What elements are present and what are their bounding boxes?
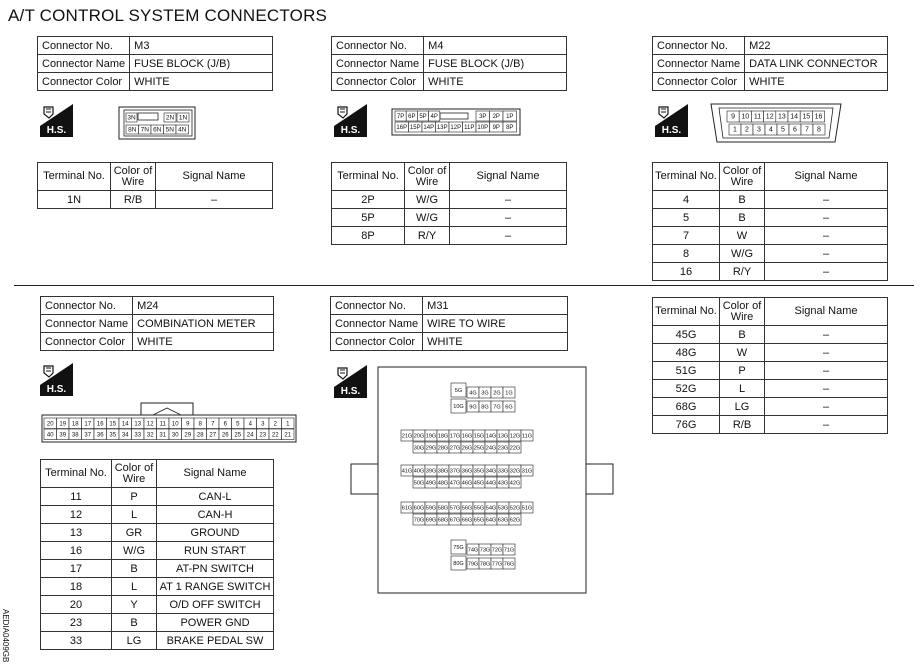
m22-connector-face bbox=[710, 103, 842, 143]
pin-label: 31G bbox=[521, 468, 533, 475]
pin-label: 76G bbox=[503, 561, 515, 568]
pin-label: 41G bbox=[401, 468, 413, 475]
m4-connector-name: FUSE BLOCK (J/B) bbox=[424, 55, 567, 73]
m4-terminal-table bbox=[331, 162, 567, 245]
pin-label: 29 bbox=[184, 432, 192, 439]
pin-label: 12 bbox=[765, 113, 774, 121]
pin-label: 14 bbox=[121, 421, 129, 428]
pin-label: 44G bbox=[485, 480, 497, 487]
pin-label: 30 bbox=[171, 432, 179, 439]
pin-label: 63G bbox=[497, 517, 509, 524]
m31-connector-no: M31 bbox=[423, 297, 568, 315]
pin-label: 9G bbox=[469, 404, 477, 411]
pin-label: 23 bbox=[259, 432, 267, 439]
pin-label: 37 bbox=[84, 432, 92, 439]
table-row: 52G L – bbox=[653, 380, 888, 398]
svg-text:H.S.: H.S. bbox=[661, 125, 682, 136]
pin-label: 5G bbox=[454, 388, 463, 394]
pin-label: 26 bbox=[221, 432, 229, 439]
figure-code: AEDIA0409GB bbox=[1, 609, 10, 663]
pin-label: 65G bbox=[473, 517, 485, 524]
pin-label: 40 bbox=[46, 432, 54, 439]
pin-label: 8 bbox=[817, 126, 821, 134]
pin-label: 8P bbox=[506, 125, 514, 131]
m3-connector-face bbox=[118, 106, 196, 140]
pin-label: 8G bbox=[481, 404, 489, 411]
pin-label: 14 bbox=[790, 113, 798, 121]
pin-label: 73G bbox=[479, 547, 491, 554]
connector-name-label: Connector Name bbox=[38, 55, 130, 73]
pin-label: 14G bbox=[485, 433, 497, 440]
terminal-no-header: Terminal No. bbox=[653, 298, 720, 326]
pin-label: 33G bbox=[497, 468, 509, 475]
pin-label: 37G bbox=[449, 468, 461, 475]
pin-label: 2N bbox=[165, 114, 175, 122]
table-row: 20 Y O/D OFF SWITCH bbox=[41, 596, 274, 614]
pin-label: 59G bbox=[425, 505, 437, 512]
pin-label: 18 bbox=[71, 421, 79, 428]
pin-label: 29G bbox=[425, 445, 437, 452]
pin-label: 5 bbox=[781, 126, 785, 134]
pin-label: 31 bbox=[159, 432, 167, 439]
pin-label: 4 bbox=[248, 421, 252, 428]
pin-label: 7 bbox=[805, 126, 809, 134]
pin-label: 60G bbox=[413, 505, 425, 512]
pin-label: 64G bbox=[485, 517, 497, 524]
pin-label: 4G bbox=[469, 390, 477, 397]
pin-label: 48G bbox=[437, 480, 449, 487]
pin-label: 28 bbox=[196, 432, 204, 439]
pin-label: 13G bbox=[497, 433, 509, 440]
pin-label: 77G bbox=[491, 561, 503, 568]
pin-label: 20G bbox=[413, 433, 425, 440]
pin-label: 4 bbox=[769, 126, 773, 134]
pin-label: 25 bbox=[234, 432, 242, 439]
hs-harness-side-icon bbox=[334, 104, 367, 137]
pin-label: 50G bbox=[413, 480, 425, 487]
pin-label: 13 bbox=[778, 113, 786, 121]
pin-label: 55G bbox=[473, 505, 485, 512]
pin-label: 3P bbox=[479, 114, 487, 120]
pin-label: 70G bbox=[413, 517, 425, 524]
m31-connector-face bbox=[349, 366, 615, 594]
pin-label: 6 bbox=[793, 126, 797, 134]
m3-info-table bbox=[37, 36, 273, 91]
pin-label: 32 bbox=[146, 432, 154, 439]
pin-label: 27G bbox=[449, 445, 461, 452]
pin-label: 6 bbox=[223, 421, 227, 428]
pin-label: 19G bbox=[425, 433, 437, 440]
pin-label: 1 bbox=[733, 126, 737, 134]
pin-label: 9 bbox=[731, 113, 736, 121]
connector-no-label: Connector No. bbox=[331, 297, 423, 315]
pin-label: 36 bbox=[96, 432, 104, 439]
table-row: 45G B – bbox=[653, 326, 888, 344]
pin-label: 22G bbox=[509, 445, 521, 452]
pin-label: 12P bbox=[450, 125, 462, 131]
pin-label: 34 bbox=[121, 432, 129, 439]
pin-label: 28G bbox=[437, 445, 449, 452]
pin-label: 2 bbox=[273, 421, 277, 428]
table-row: 48G W – bbox=[653, 344, 888, 362]
pin-label: 51G bbox=[521, 505, 533, 512]
pin-label: 11P bbox=[464, 125, 475, 131]
pin-label: 1P bbox=[506, 114, 514, 120]
hs-harness-side-icon bbox=[40, 363, 73, 396]
m31-connector-color: WHITE bbox=[423, 333, 568, 351]
pin-label: 6P bbox=[408, 114, 416, 120]
connector-color-label: Connector Color bbox=[332, 73, 424, 91]
connector-color-label: Connector Color bbox=[331, 333, 423, 351]
table-row: 12 L CAN-H bbox=[41, 506, 274, 524]
pin-label: 7N bbox=[140, 126, 149, 134]
pin-label: 69G bbox=[425, 517, 437, 524]
pin-label: 9P bbox=[492, 125, 500, 131]
pin-label: 34G bbox=[485, 468, 497, 475]
hs-harness-side-icon bbox=[655, 104, 688, 137]
pin-label: 17G bbox=[449, 433, 461, 440]
pin-label: 14P bbox=[423, 125, 435, 131]
m22-info-table bbox=[652, 36, 888, 91]
pin-label: 45G bbox=[473, 480, 485, 487]
pin-label: 47G bbox=[449, 480, 461, 487]
pin-label: 2P bbox=[492, 114, 500, 120]
pin-label: 15P bbox=[409, 125, 421, 131]
m24-connector-color: WHITE bbox=[133, 333, 274, 351]
pin-label: 7 bbox=[211, 421, 215, 428]
m3-connector-name: FUSE BLOCK (J/B) bbox=[130, 55, 273, 73]
pin-label: 10 bbox=[741, 113, 750, 121]
pin-label: 72G bbox=[491, 547, 503, 554]
pin-label: 49G bbox=[425, 480, 437, 487]
pin-label: 52G bbox=[509, 505, 521, 512]
svg-text:H.S.: H.S. bbox=[340, 386, 361, 397]
table-row: 23 B POWER GND bbox=[41, 614, 274, 632]
pin-label: 3 bbox=[757, 126, 761, 134]
m4-connector-no: M4 bbox=[424, 37, 567, 55]
pin-label: 16 bbox=[814, 113, 823, 121]
m22-connector-no: M22 bbox=[745, 37, 888, 55]
pin-label: 43G bbox=[497, 480, 509, 487]
pin-label: 12G bbox=[509, 433, 521, 440]
m4-connector-face bbox=[391, 108, 521, 136]
terminal-no-header: Terminal No. bbox=[653, 163, 720, 191]
pin-label: 20 bbox=[46, 421, 54, 428]
pin-label: 2G bbox=[493, 390, 501, 397]
pin-label: 71G bbox=[503, 547, 515, 554]
terminal-no-header: Terminal No. bbox=[41, 460, 112, 488]
m4-connector-color: WHITE bbox=[424, 73, 567, 91]
pin-label: 16 bbox=[96, 421, 104, 428]
connector-color-label: Connector Color bbox=[41, 333, 133, 351]
pin-label: 30G bbox=[413, 445, 425, 452]
pin-label: 21G bbox=[401, 433, 413, 440]
pin-label: 6G bbox=[505, 404, 513, 411]
table-row: 18 L AT 1 RANGE SWITCH bbox=[41, 578, 274, 596]
pin-label: 61G bbox=[401, 505, 413, 512]
pin-label: 79G bbox=[467, 561, 479, 568]
m24-connector-face bbox=[41, 400, 297, 444]
color-of-wire-header: Color of Wire bbox=[112, 460, 157, 488]
signal-name-header: Signal Name bbox=[157, 460, 274, 488]
signal-name-header: Signal Name bbox=[765, 163, 888, 191]
pin-label: 7G bbox=[493, 404, 501, 411]
table-row: 68G LG – bbox=[653, 398, 888, 416]
signal-name-header: Signal Name bbox=[156, 163, 273, 191]
pin-label: 10G bbox=[453, 404, 464, 410]
table-row: 11 P CAN-L bbox=[41, 488, 274, 506]
pin-label: 15 bbox=[802, 113, 811, 121]
table-row: 16 W/G RUN START bbox=[41, 542, 274, 560]
table-row: 7 W – bbox=[653, 227, 888, 245]
table-row: 4 B – bbox=[653, 191, 888, 209]
pin-label: 8N bbox=[128, 126, 137, 134]
pin-label: 3 bbox=[261, 421, 265, 428]
m24-info-table bbox=[40, 296, 274, 351]
pin-label: 3G bbox=[481, 390, 489, 397]
pin-label: 5 bbox=[236, 421, 240, 428]
pin-label: 38G bbox=[437, 468, 449, 475]
table-row: 33 LG BRAKE PEDAL SW bbox=[41, 632, 274, 650]
pin-label: 33 bbox=[134, 432, 142, 439]
pin-label: 19 bbox=[59, 421, 67, 428]
connector-color-label: Connector Color bbox=[653, 73, 745, 91]
pin-label: 16G bbox=[461, 433, 473, 440]
pin-label: 53G bbox=[497, 505, 509, 512]
pin-label: 15 bbox=[109, 421, 117, 428]
pin-label: 1G bbox=[505, 390, 513, 397]
pin-label: 56G bbox=[461, 505, 473, 512]
pin-label: 5P bbox=[419, 114, 427, 120]
m22-terminal-table bbox=[652, 162, 888, 281]
m24-connector-no: M24 bbox=[133, 297, 274, 315]
pin-label: 74G bbox=[467, 547, 479, 554]
pin-label: 23G bbox=[497, 445, 509, 452]
color-of-wire-header: Color of Wire bbox=[720, 163, 765, 191]
pin-label: 24 bbox=[246, 432, 254, 439]
connector-no-label: Connector No. bbox=[41, 297, 133, 315]
pin-label: 67G bbox=[449, 517, 461, 524]
pin-label: 1 bbox=[286, 421, 290, 428]
connector-no-label: Connector No. bbox=[653, 37, 745, 55]
pin-label: 46G bbox=[461, 480, 473, 487]
pin-label: 39G bbox=[425, 468, 437, 475]
pin-label: 24G bbox=[485, 445, 497, 452]
color-of-wire-header: Color of Wire bbox=[720, 298, 765, 326]
pin-label: 17 bbox=[84, 421, 92, 428]
pin-label: 9 bbox=[186, 421, 190, 428]
pin-label: 13 bbox=[134, 421, 142, 428]
pin-label: 35G bbox=[473, 468, 485, 475]
m3-connector-no: M3 bbox=[130, 37, 273, 55]
pin-label: 78G bbox=[479, 561, 491, 568]
connector-name-label: Connector Name bbox=[41, 315, 133, 333]
pin-label: 4P bbox=[430, 114, 438, 120]
pin-label: 21 bbox=[284, 432, 292, 439]
table-row: 2P W/G – bbox=[332, 191, 567, 209]
color-of-wire-header: Color of Wire bbox=[405, 163, 450, 191]
pin-label: 27 bbox=[209, 432, 217, 439]
table-row: 16 R/Y – bbox=[653, 263, 888, 281]
color-of-wire-header: Color of Wire bbox=[111, 163, 156, 191]
connector-no-label: Connector No. bbox=[332, 37, 424, 55]
pin-label: 26G bbox=[461, 445, 473, 452]
pin-label: 1N bbox=[178, 114, 188, 122]
table-row: 76G R/B – bbox=[653, 416, 888, 434]
table-row: 13 GR GROUND bbox=[41, 524, 274, 542]
table-row: 51G P – bbox=[653, 362, 888, 380]
pin-label: 32G bbox=[509, 468, 521, 475]
connector-no-label: Connector No. bbox=[38, 37, 130, 55]
pin-label: 58G bbox=[437, 505, 449, 512]
pin-label: 13P bbox=[436, 125, 448, 131]
svg-text:H.S.: H.S. bbox=[46, 125, 67, 136]
connector-color-label: Connector Color bbox=[38, 73, 130, 91]
pin-label: 3N bbox=[127, 114, 136, 122]
pin-label: 16P bbox=[396, 125, 408, 131]
page-title: A/T CONTROL SYSTEM CONNECTORS bbox=[8, 6, 328, 25]
pin-label: 39 bbox=[59, 432, 67, 439]
pin-label: 54G bbox=[485, 505, 497, 512]
pin-label: 5N bbox=[165, 126, 174, 134]
m24-connector-name: COMBINATION METER bbox=[133, 315, 274, 333]
pin-label: 36G bbox=[461, 468, 473, 475]
m31-info-table bbox=[330, 296, 568, 351]
m22-connector-name: DATA LINK CONNECTOR bbox=[745, 55, 888, 73]
pin-label: 7P bbox=[396, 114, 405, 120]
table-row: 17 B AT-PN SWITCH bbox=[41, 560, 274, 578]
pin-label: 10P bbox=[477, 125, 489, 131]
m3-connector-color: WHITE bbox=[130, 73, 273, 91]
m31-terminal-table bbox=[652, 297, 888, 434]
pin-label: 66G bbox=[461, 517, 473, 524]
pin-label: 68G bbox=[437, 517, 449, 524]
m4-info-table bbox=[331, 36, 567, 91]
pin-label: 35 bbox=[109, 432, 117, 439]
signal-name-header: Signal Name bbox=[450, 163, 567, 191]
hs-harness-side-icon bbox=[40, 104, 73, 137]
pin-label: 57G bbox=[449, 505, 461, 512]
m31-connector-name: WIRE TO WIRE bbox=[423, 315, 568, 333]
terminal-no-header: Terminal No. bbox=[38, 163, 111, 191]
connector-name-label: Connector Name bbox=[332, 55, 424, 73]
pin-label: 75G bbox=[453, 545, 464, 551]
table-row: 8P R/Y – bbox=[332, 227, 567, 245]
connector-name-label: Connector Name bbox=[331, 315, 423, 333]
pin-label: 4N bbox=[178, 126, 187, 134]
m24-terminal-table bbox=[40, 459, 274, 650]
pin-label: 12 bbox=[146, 421, 154, 428]
svg-text:H.S.: H.S. bbox=[340, 125, 361, 136]
pin-label: 18G bbox=[437, 433, 449, 440]
pin-label: 62G bbox=[509, 517, 521, 524]
svg-text:H.S.: H.S. bbox=[46, 384, 67, 395]
table-row: 5 B – bbox=[653, 209, 888, 227]
pin-label: 38 bbox=[71, 432, 79, 439]
section-divider bbox=[14, 285, 914, 286]
m22-connector-color: WHITE bbox=[745, 73, 888, 91]
signal-name-header: Signal Name bbox=[765, 298, 888, 326]
pin-label: 40G bbox=[413, 468, 425, 475]
pin-label: 8 bbox=[198, 421, 202, 428]
pin-label: 10 bbox=[171, 421, 179, 428]
pin-label: 11 bbox=[159, 421, 166, 428]
pin-label: 42G bbox=[509, 480, 521, 487]
pin-label: 80G bbox=[453, 561, 464, 567]
pin-label: 11 bbox=[753, 113, 762, 121]
pin-label: 11G bbox=[521, 433, 533, 440]
pin-label: 25G bbox=[473, 445, 485, 452]
table-row: 8 W/G – bbox=[653, 245, 888, 263]
table-row: 5P W/G – bbox=[332, 209, 567, 227]
pin-label: 15G bbox=[473, 433, 485, 440]
m3-terminal-table bbox=[37, 162, 273, 209]
pin-label: 22 bbox=[271, 432, 279, 439]
pin-label: 6N bbox=[153, 126, 162, 134]
terminal-no-header: Terminal No. bbox=[332, 163, 405, 191]
pin-label: 2 bbox=[745, 126, 749, 134]
table-row: 1N R/B – bbox=[38, 191, 273, 209]
connector-name-label: Connector Name bbox=[653, 55, 745, 73]
